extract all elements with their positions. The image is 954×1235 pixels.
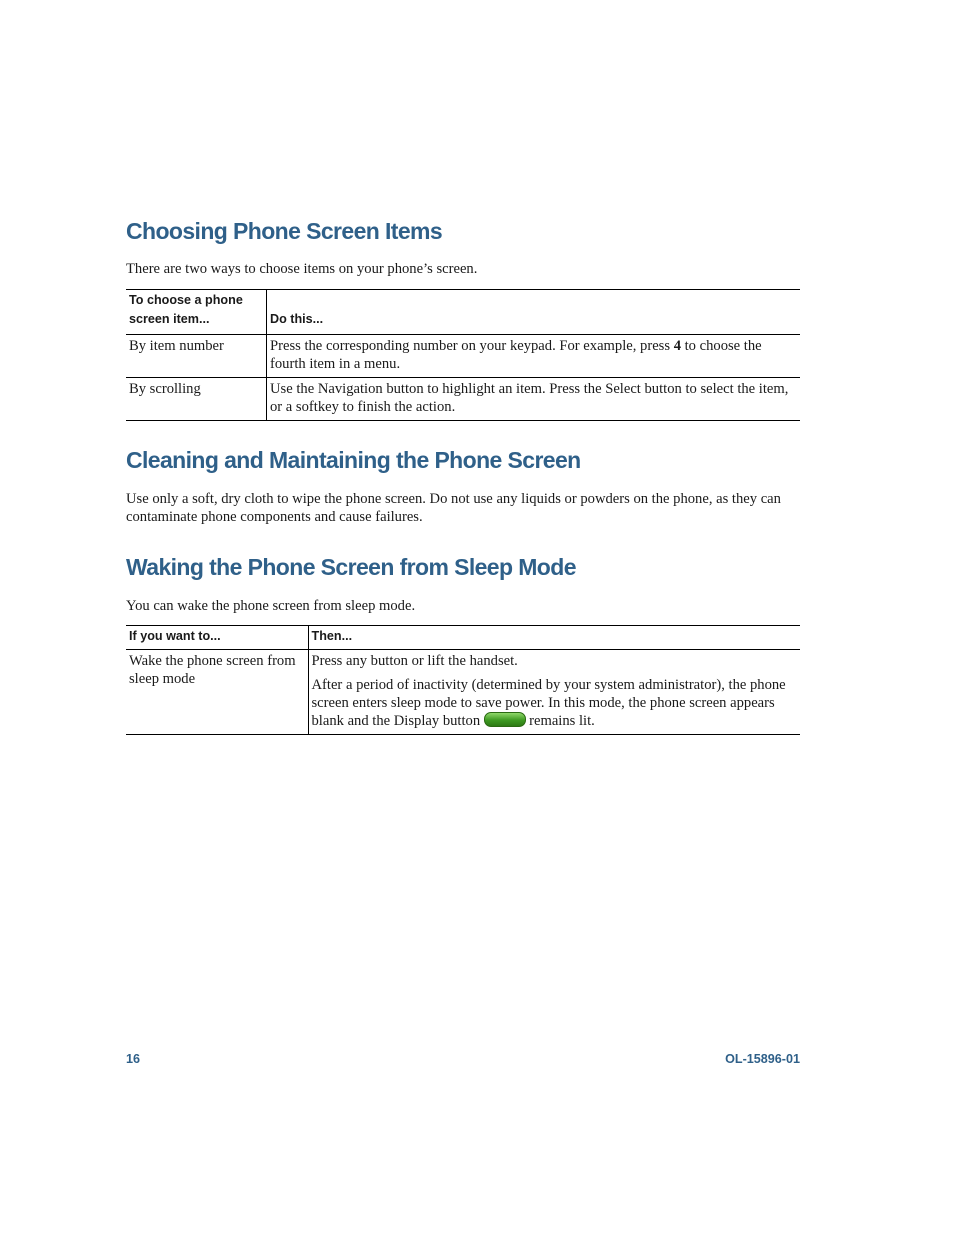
instruction-line: Press any button or lift the handset.	[311, 653, 518, 669]
table-row	[126, 378, 800, 421]
instruction-text: Press the corresponding number on your keypad. For example, press	[270, 338, 674, 354]
table-header-if-you-want: If you want to...	[126, 626, 308, 650]
table-header-choose-item: To choose a phone screen item...	[126, 290, 267, 335]
section-title-waking: Waking the Phone Screen from Sleep Mode	[126, 554, 576, 580]
choosing-items-table	[126, 289, 800, 421]
section-title-cleaning: Cleaning and Maintaining the Phone Screen	[126, 447, 581, 473]
table-cell-instruction	[308, 650, 800, 735]
table-row	[126, 650, 800, 735]
section-intro-waking: You can wake the phone screen from sleep mode.	[126, 598, 416, 614]
table-header-do-this: Do this...	[267, 290, 801, 335]
note-text: remains lit.	[529, 713, 595, 729]
waking-table	[126, 625, 800, 735]
display-button-icon	[484, 712, 526, 727]
table-header-row	[126, 290, 800, 335]
table-cell-method: By item number	[126, 335, 267, 378]
table-row	[126, 335, 800, 378]
table-cell-method: By scrolling	[126, 378, 267, 421]
key-number: 4	[673, 338, 681, 354]
instruction-note	[312, 676, 798, 730]
page-number: 16	[126, 1052, 141, 1066]
section-intro-choosing-items: There are two ways to choose items on your phone’s screen.	[126, 261, 478, 277]
section-body-cleaning: Use only a soft, dry cloth to wipe the phone screen. Do not use any liquids or powders on the phone, as they can contaminate phone components and cause failures.	[126, 491, 781, 525]
table-header-then: Then...	[308, 626, 800, 650]
table-cell-goal: Wake the phone screen from sleep mode	[126, 650, 308, 735]
section-title-choosing-items: Choosing Phone Screen Items	[126, 218, 443, 244]
instruction-text: to choose the fourth item in a menu.	[270, 338, 762, 372]
note-text: After a period of inactivity (determined by your system administrator), the phone screen enters sleep mode to save power. In this mode, the phone screen appears blank and the Display button	[311, 677, 786, 729]
document-id: OL-15896-01	[725, 1052, 800, 1066]
table-cell-instruction	[267, 335, 801, 378]
table-cell-instruction: Use the Navigation button to highlight an item. Press the Select button to select the item, or a softkey to finish the action.	[267, 378, 801, 421]
table-header-row	[126, 626, 800, 650]
